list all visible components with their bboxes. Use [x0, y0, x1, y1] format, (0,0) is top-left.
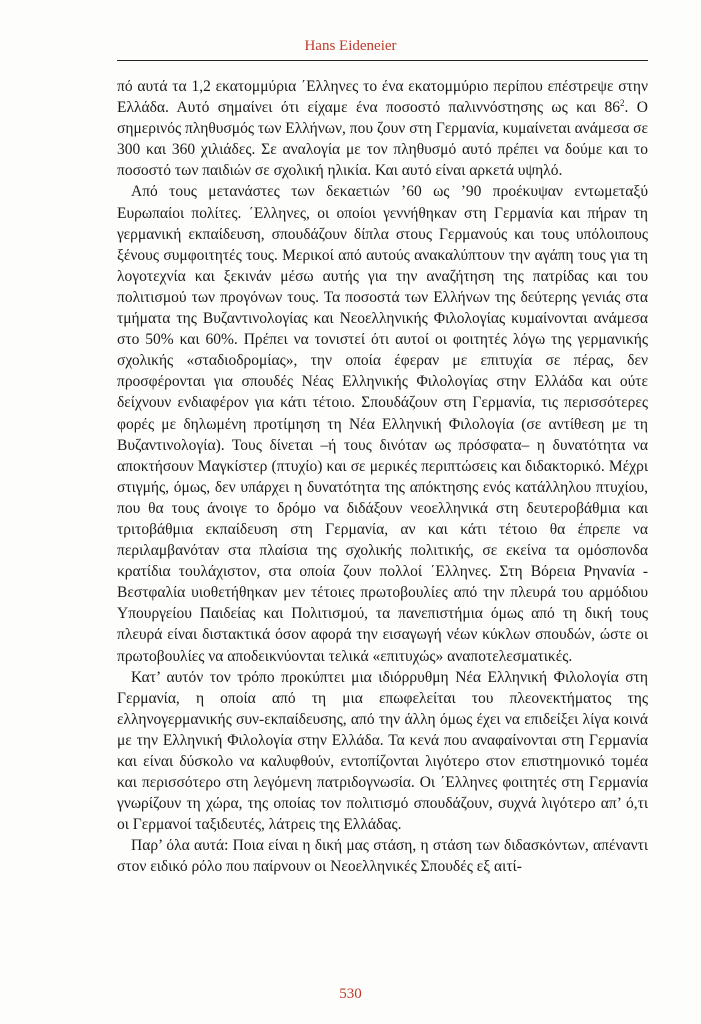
paragraph-3: Κατ’ αυτόν τον τρόπο προκύπτει μια ιδιόρρυθμη Νέα Ελληνική Φιλολογία στη Γερμανία, η οποία από τη μια επωφελείται του πλεονεκτήματος της ελληνογερμανικής συν-εκπαίδευσης, από την άλλη όμως έχει να επιδείξει λίγα κοινά με την Ελληνική Φιλολογία στην Ελλάδα. Τα κενά που αναφαίνονται στη Γερμανία και είναι δύσκολο να καλυφθούν, εντοπίζονται λιγότερο στον επιστημονικό τομέα και περισσότερο στη λεγόμενη πατριδογνωσία. Οι ΄Ελληνες φοιτητές στη Γερμανία γνωρίζουν τη χώρα, της οποίας τον πολιτισμό σπουδάζουν, συχνά λιγότερο απ’ ό,τι οι Γερμανοί ταξιδευτές, λάτρεις της Ελλάδας.	[117, 668, 648, 834]
paragraph-1-text-b: . Ο σημερινός πληθυσμός των Ελλήνων, που ζουν στη Γερμανία, κυμαίνεται ανάμεσα σε 300 και 360 χιλιάδες. Σε αναλογία με τον πληθυσμό αυτό πρέπει να δούμε και το ποσοστό των παιδιών σε σχολική ηλικία. Και αυτό είναι αρκετά υψηλό.	[117, 99, 648, 180]
paragraph-2: Από τους μετανάστες των δεκαετιών ’60 ως ’90 προέκυψαν εντωμεταξύ Ευρωπαίοι πολίτες. ΄Ελληνες, οι οποίοι γεννήθηκαν στη Γερμανία και πήραν τη γερμανική εκπαίδευση, σπουδάζουν δίπλα στους Γερμανούς και τους υπόλοιπους ξένους συμφοιτητές τους. Μερικοί από αυτούς ανακαλύπτουν την αγάπη τους για τη λογοτεχνία και ξεκινάν μέσω αυτής για την αναζήτηση της πατρίδας και του πολιτισμού των προγόνων τους. Τα ποσοστά των Ελλήνων της δεύτερης γενιάς στα τμήματα της Βυζαντινολογίας και Νεοελληνικής Φιλολογίας κυμαίνονται ανάμεσα στο 50% και 60%. Πρέπει να τονιστεί ότι αυτοί οι φοιτητές λόγω της γερμανικής σχολικής «σταδιοδρομίας», την οποία έφεραν με επιτυχία σε πέρας, δεν προσφέρονται για σπουδές Νέας Ελληνικής Φιλολογίας στην Ελλάδα και ούτε δείχνουν ενδιαφέρον για κάτι τέτοιο. Σπουδάζουν στη Γερμανία, τις περισσότερες φορές με δηλωμένη προτίμηση τη Νέα Ελληνική Φιλολογία (σε αντίθεση με τη Βυζαντινολογία). Τους δίνεται –ή τους δινόταν ως πρόσφατα– η δυνατότητα να αποκτήσουν Μαγκίστερ (πτυχίο) και σε μερικές περιπτώσεις και διδακτορικό. Μέχρι στιγμής, όμως, δεν υπάρχει η δυνατότητα της απόκτησης ενός κατάλληλου πτυχίου, που θα τους άνοιγε το δρόμο να διδάξουν νεοελληνικά στη δευτεροβάθμια και τριτοβάθμια εκπαίδευση στη Γερμανία, αν και κάτι τέτοιο θα έπρεπε να περιλαμβανόταν στα πλαίσια της σχολικής πολιτικής, σε εκείνα τα ομόσπονδα κρατίδια τουλάχιστον, στα οποία ζουν πολλοί ΄Ελληνες. Στη Βόρεια Ρηνανία - Βεστφαλία υιοθετήθηκαν μεν τέτοιες πρωτοβουλίες από την πλευρά του αρμόδιου Υπουργείου Παιδείας και Πολιτισμού, τα πανεπιστήμια όμως από τη δική τους πλευρά είναι διστακτικά όσον αφορά την εισαγωγή νέων κύκλων σπουδών, ώστε οι πρωτοβουλίες να αποδεικνύονται τελικά «επιτυχώς» αναποτελεσματικές.	[117, 183, 648, 665]
body-text	[117, 76, 648, 878]
page-number: 530	[339, 986, 362, 1002]
paragraph-1	[117, 76, 648, 181]
footnote-ref: 2	[620, 97, 625, 108]
paragraph-1-text-a: πό αυτά τα 1,2 εκατομμύρια ΄Ελληνες το ένα εκατομμύριο περίπου επέστρεψε στην Ελλάδα. Αυτό σημαίνει ότι είχαμε ένα ποσοστό παλιννόστησης ως και 86	[117, 78, 648, 117]
paragraph-4: Παρ’ όλα αυτά: Ποια είναι η δική μας στάση, η στάση των διδασκόντων, απέναντι στον ειδικό ρόλο που παίρνουν οι Νεοελληνικές Σπουδές εξ αιτί-	[117, 837, 648, 876]
header-rule	[117, 60, 648, 61]
running-header: Hans Eideneier	[304, 38, 397, 54]
